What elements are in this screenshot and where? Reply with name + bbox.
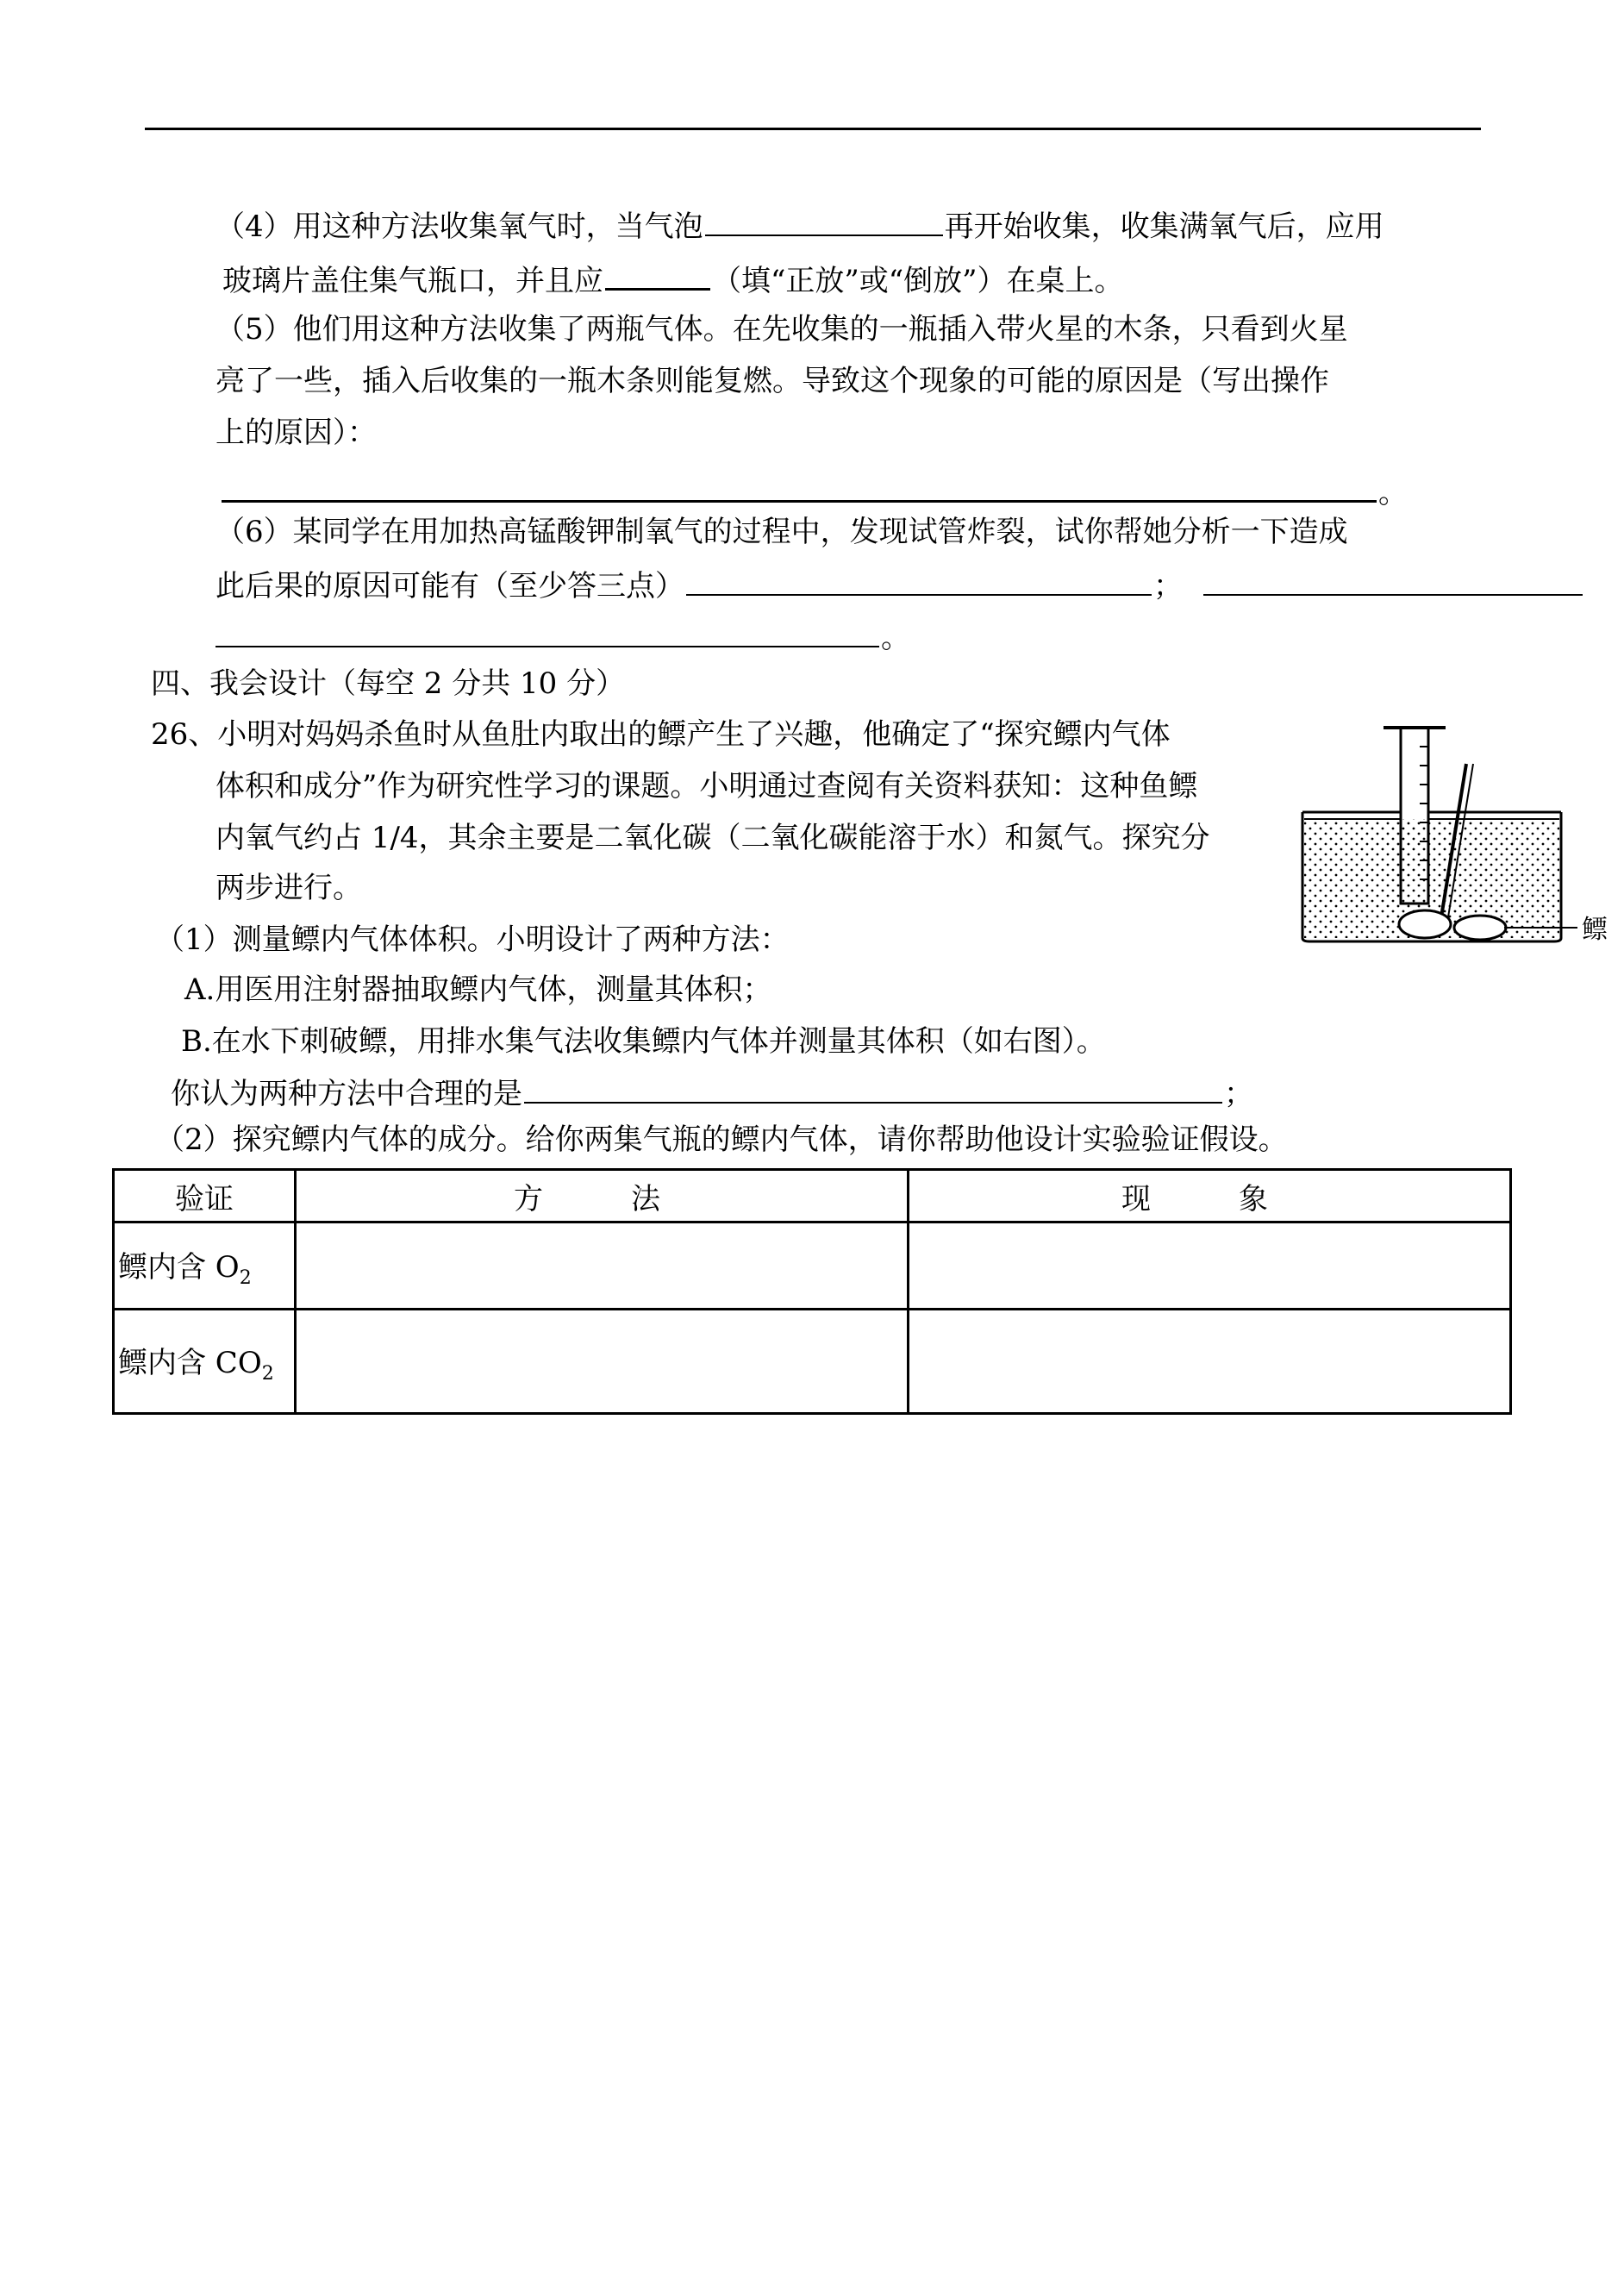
table-row: [114, 1310, 1511, 1414]
q25-item6-line1: （6）某同学在用加热高锰酸钾制氧气的过程中，发现试管炸裂，试你帮她分析一下造成: [215, 515, 1348, 549]
q26-line2: 体积和成分”作为研究性学习的课题。小明通过查阅有关资料获知：这种鱼鳔: [215, 769, 1198, 804]
answer-blank[interactable]: [605, 259, 710, 291]
experiment-table: [112, 1168, 1512, 1415]
q26-option-b: B.在水下刺破鳔，用排水集气法收集鳔内气体并测量其体积（如右图）。: [181, 1024, 1106, 1059]
q26-part1: （1）测量鳔内气体体积。小明设计了两种方法：: [155, 922, 790, 957]
q26-option-a: A.用医用注射器抽取鳔内气体，测量其体积；: [184, 972, 772, 1007]
method-cell[interactable]: [296, 1223, 909, 1310]
row-label-co2: 鳔内含 $CO_2$: [114, 1310, 296, 1414]
phenomenon-cell[interactable]: [909, 1310, 1511, 1414]
header-rule: [145, 128, 1481, 130]
answer-blank[interactable]: [524, 1072, 1222, 1104]
q25-item6-line3: 。: [214, 616, 910, 657]
table-row: [114, 1223, 1511, 1310]
q26-line3: 内氧气约占 1/4，其余主要是二氧化碳（二氧化碳能溶于水）和氮气。探究分: [215, 821, 1210, 855]
answer-blank[interactable]: [686, 565, 1152, 596]
q26-line1: 26、小明对妈妈杀鱼时从鱼肚内取出的鳔产生了兴趣，他确定了“探究鳔内气体: [151, 717, 1171, 752]
apparatus-figure: [1297, 712, 1624, 962]
q25-item5-line1: （5）他们用这种方法收集了两瓶气体。在先收集的一瓶插入带火星的木条，只看到火星: [215, 312, 1348, 347]
table-header-method: 方 法: [296, 1170, 909, 1223]
figure-label: 鳔: [1582, 915, 1608, 945]
q25-item5-line2: 亮了一些，插入后收集的一瓶木条则能复燃。导致这个现象的可能的原因是（写出操作: [215, 364, 1329, 398]
answer-blank[interactable]: [705, 205, 943, 236]
q25-item4-line1: （4）用这种方法收集氧气时，当气泡 再开始收集，收集满氧气后，应用: [215, 205, 1384, 246]
phenomenon-cell[interactable]: [909, 1223, 1511, 1310]
table-header-verify: 验证: [114, 1170, 296, 1223]
section-heading: 四、我会设计（每空 2 分共 10 分）: [151, 666, 626, 701]
q25-item4-line2: 玻璃片盖住集气瓶口，并且应 （填“正放”或“倒放”）在桌上。: [222, 259, 1124, 300]
answer-blank[interactable]: [1203, 565, 1583, 596]
q26-ask: 你认为两种方法中合理的是 ；: [171, 1072, 1253, 1113]
q25-item6-line2: 此后果的原因可能有（至少答三点） ；: [215, 565, 1584, 605]
q26-line4: 两步进行。: [215, 871, 362, 905]
answer-blank[interactable]: [222, 471, 1377, 503]
q26-part2: （2）探究鳔内气体的成分。给你两集气瓶的鳔内气体，请你帮助他设计实验验证假设。: [155, 1122, 1288, 1157]
table-header-phenomenon: 现 象: [909, 1170, 1511, 1223]
row-label-o2: 鳔内含 $O_2$: [114, 1223, 296, 1310]
q25-item5-line3: 上的原因）：: [215, 416, 377, 450]
q25-item5-answer-line: 。: [220, 471, 1408, 512]
method-cell[interactable]: [296, 1310, 909, 1414]
answer-blank[interactable]: [215, 616, 879, 647]
